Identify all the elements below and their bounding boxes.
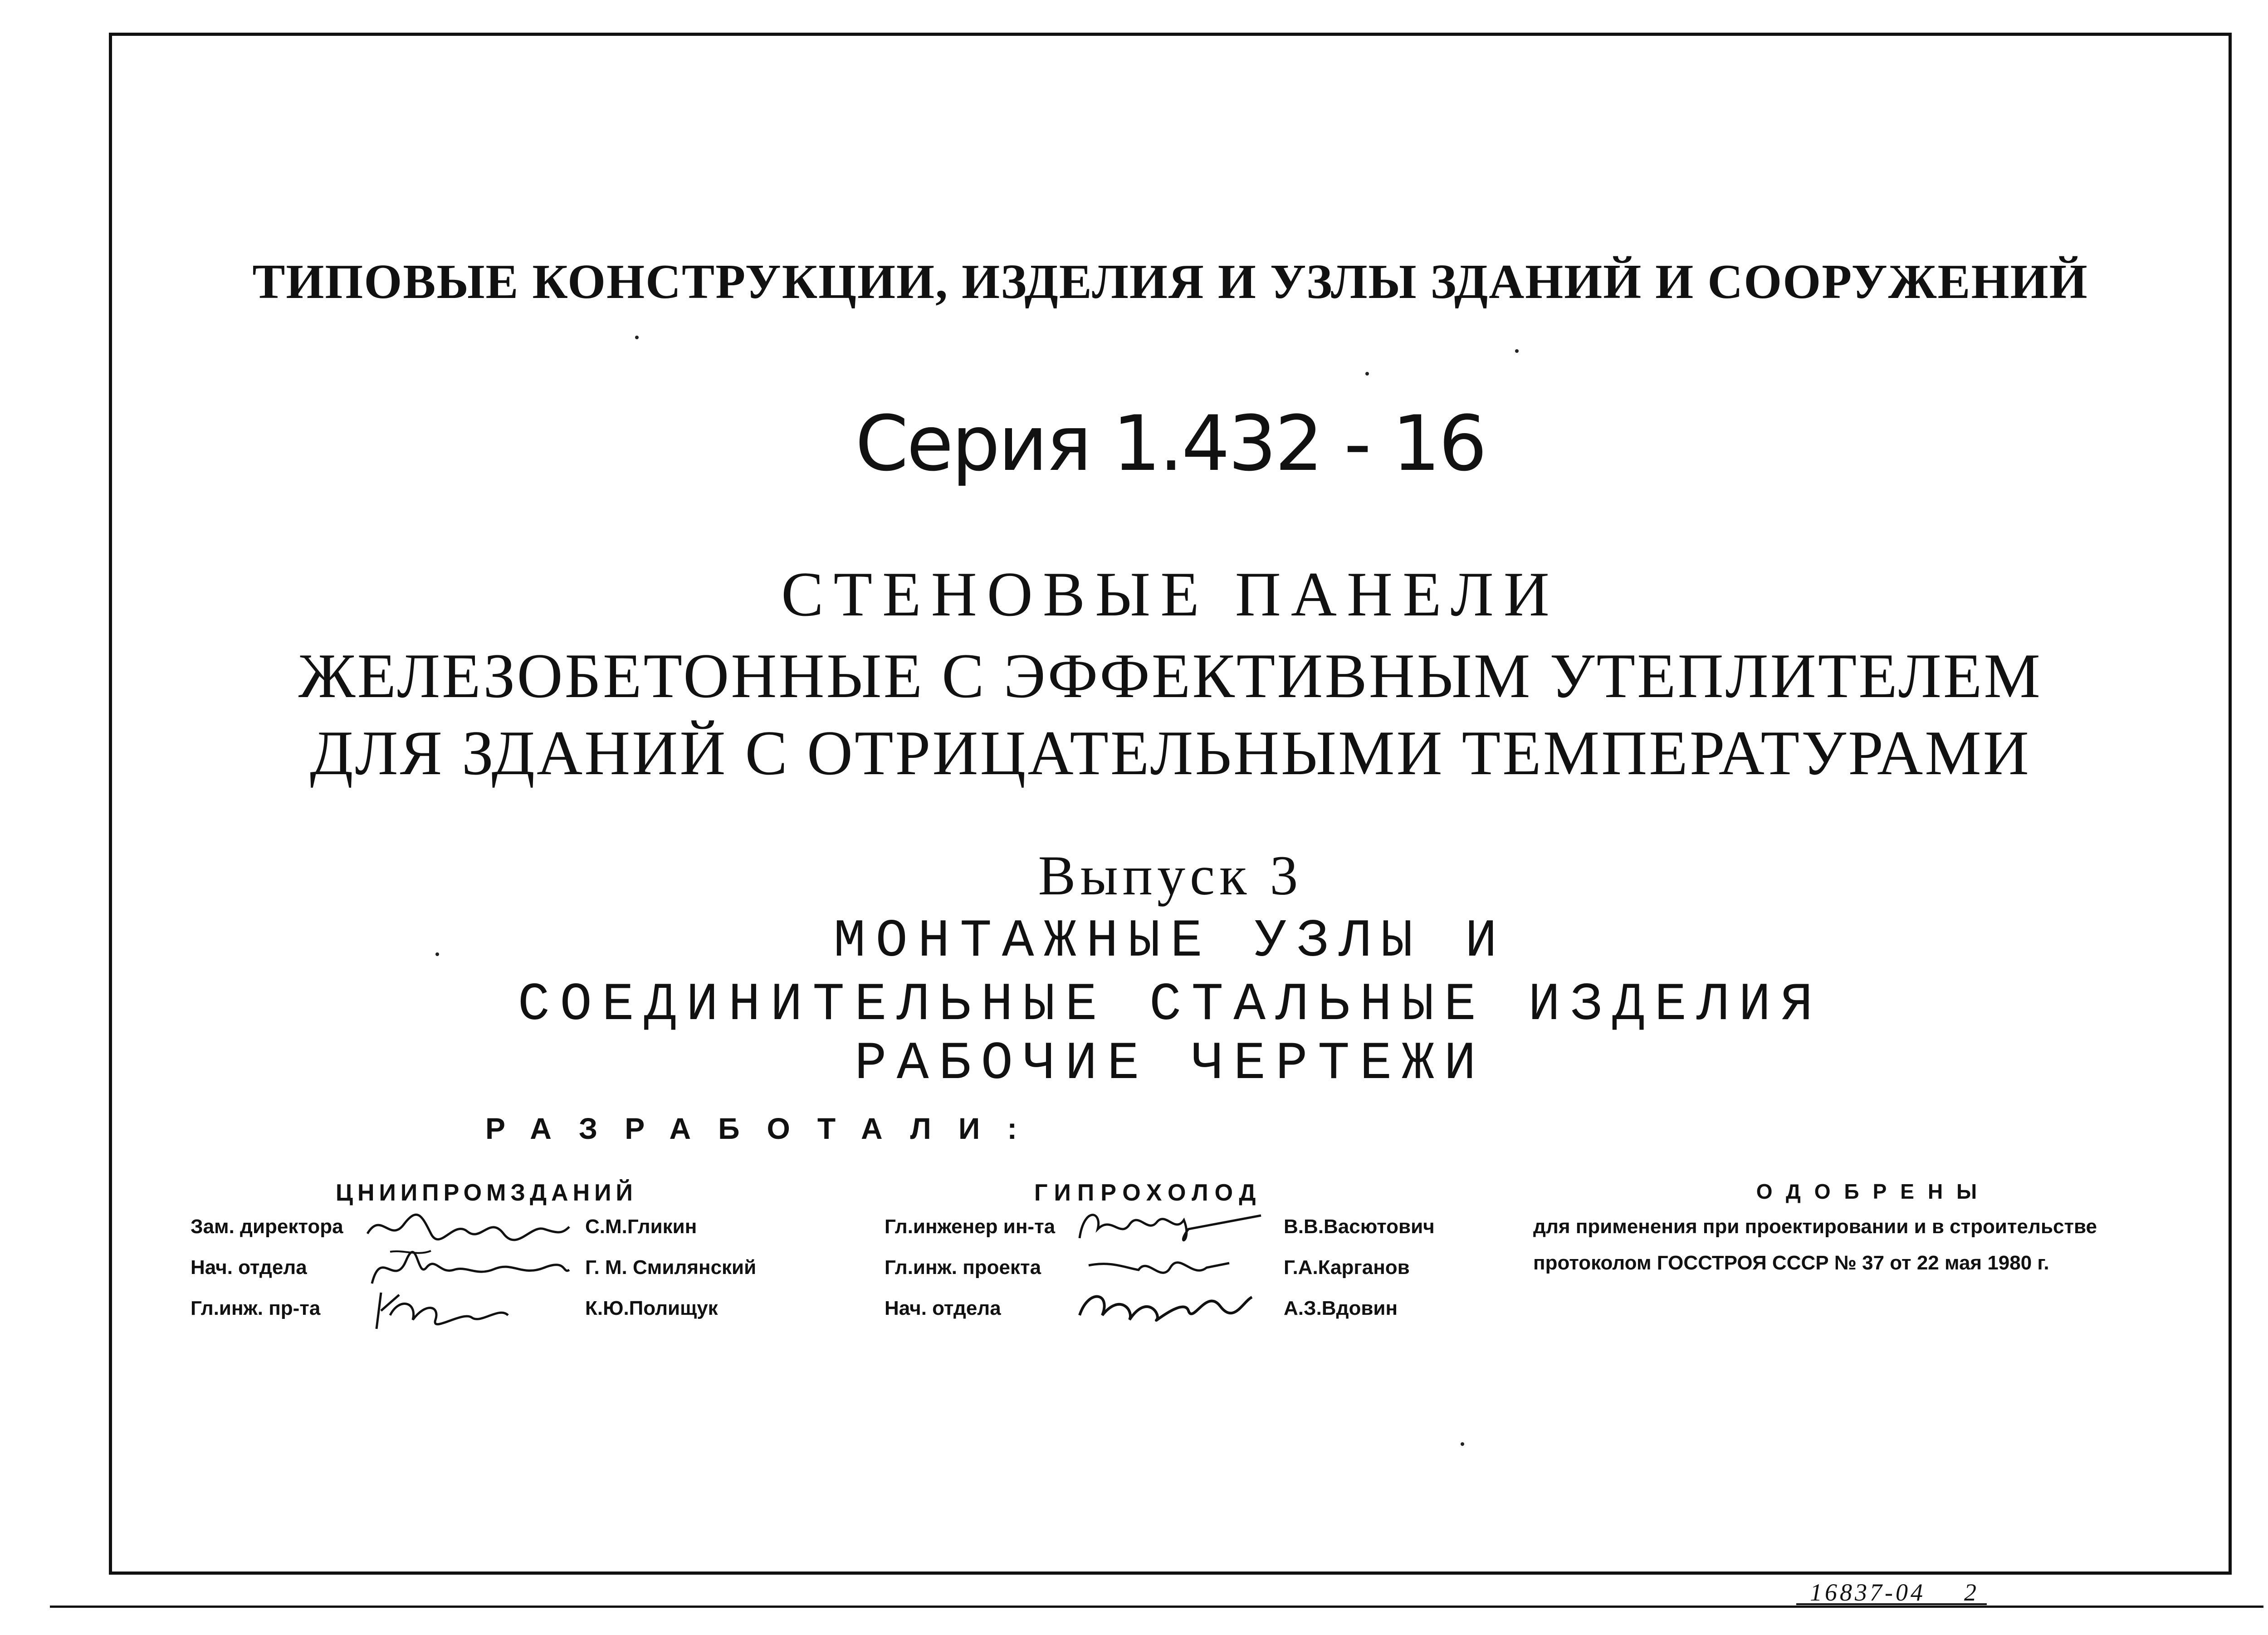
organization-name: ЦНИИПРОМЗДАНИЙ [336, 1180, 637, 1206]
staff-name: С.М.Гликин [585, 1215, 697, 1238]
staff-name: К.Ю.Полищук [585, 1297, 718, 1319]
staff-row [885, 1297, 1474, 1338]
staff-name: Г.А.Карганов [1284, 1256, 1410, 1279]
series-title: Серия 1.432 - 16 [855, 399, 1486, 488]
developed-label: РАЗРАБОТАЛИ: [485, 1112, 1045, 1145]
document-number-underline [1796, 1603, 1987, 1605]
staff-role: Нач. отдела [191, 1256, 307, 1279]
organization-name: ГИПРОХОЛОД [1034, 1180, 1262, 1206]
subtitle-line-2: СОЕДИНИТЕЛЬНЫЕ СТАЛЬНЫЕ ИЗДЕЛИЯ [518, 975, 1823, 1035]
title-line-2: ЖЕЛЕЗОБЕТОННЫЕ С ЭФФЕКТИВНЫМ УТЕПЛИТЕЛЕМ [298, 641, 2042, 711]
page-number: 2 [1964, 1579, 1976, 1606]
organization-block-tsniipromzdaniy [191, 1179, 826, 1338]
approval-line-2: протоколом ГОССТРОЯ СССР № 37 от 22 мая 1980 г. [1533, 1252, 2049, 1274]
staff-name: Г. М. Смилянский [585, 1256, 757, 1279]
document-number: 16837-04 [1810, 1579, 1926, 1606]
staff-role: Гл.инж. пр-та [191, 1297, 321, 1319]
staff-row [191, 1297, 826, 1338]
scan-speck [1515, 349, 1519, 353]
organization-block-giprokholod [885, 1179, 1474, 1338]
scan-speck [1461, 1442, 1464, 1446]
staff-role: Зам. директора [191, 1215, 343, 1238]
staff-role: Гл.инженер ин-та [885, 1215, 1056, 1238]
staff-name: В.В.Васютович [1284, 1215, 1435, 1238]
bottom-rule [50, 1606, 2263, 1608]
scan-speck [1365, 372, 1369, 376]
approval-line-1: для применения при проектировании и в строительстве [1533, 1215, 2097, 1238]
approval-block [1533, 1179, 2214, 1288]
subtitle-line-3: РАБОЧИЕ ЧЕРТЕЖИ [854, 1034, 1486, 1094]
signature-image [363, 1284, 572, 1333]
title-line-3: ДЛЯ ЗДАНИЙ С ОТРИЦАТЕЛЬНЫМИ ТЕМПЕРАТУРАМИ [310, 718, 2031, 788]
scan-speck [635, 336, 639, 339]
title-line-1: СТЕНОВЫЕ ПАНЕЛИ [781, 559, 1559, 630]
main-heading: ТИПОВЫЕ КОНСТРУКЦИИ, ИЗДЕЛИЯ И УЗЛЫ ЗДАНИЙ И СООРУЖЕНИЙ [252, 255, 2088, 309]
staff-role: Нач. отдела [885, 1297, 1001, 1319]
scan-speck [435, 952, 439, 956]
signature-image [1070, 1284, 1279, 1333]
subtitle-line-1: МОНТАЖНЫЕ УЗЛЫ И [833, 912, 1507, 972]
approval-title: ОДОБРЕНЫ [1756, 1180, 1991, 1203]
issue-title: Выпуск 3 [1038, 844, 1303, 907]
staff-role: Гл.инж. проекта [885, 1256, 1041, 1279]
staff-name: А.З.Вдовин [1284, 1297, 1398, 1319]
